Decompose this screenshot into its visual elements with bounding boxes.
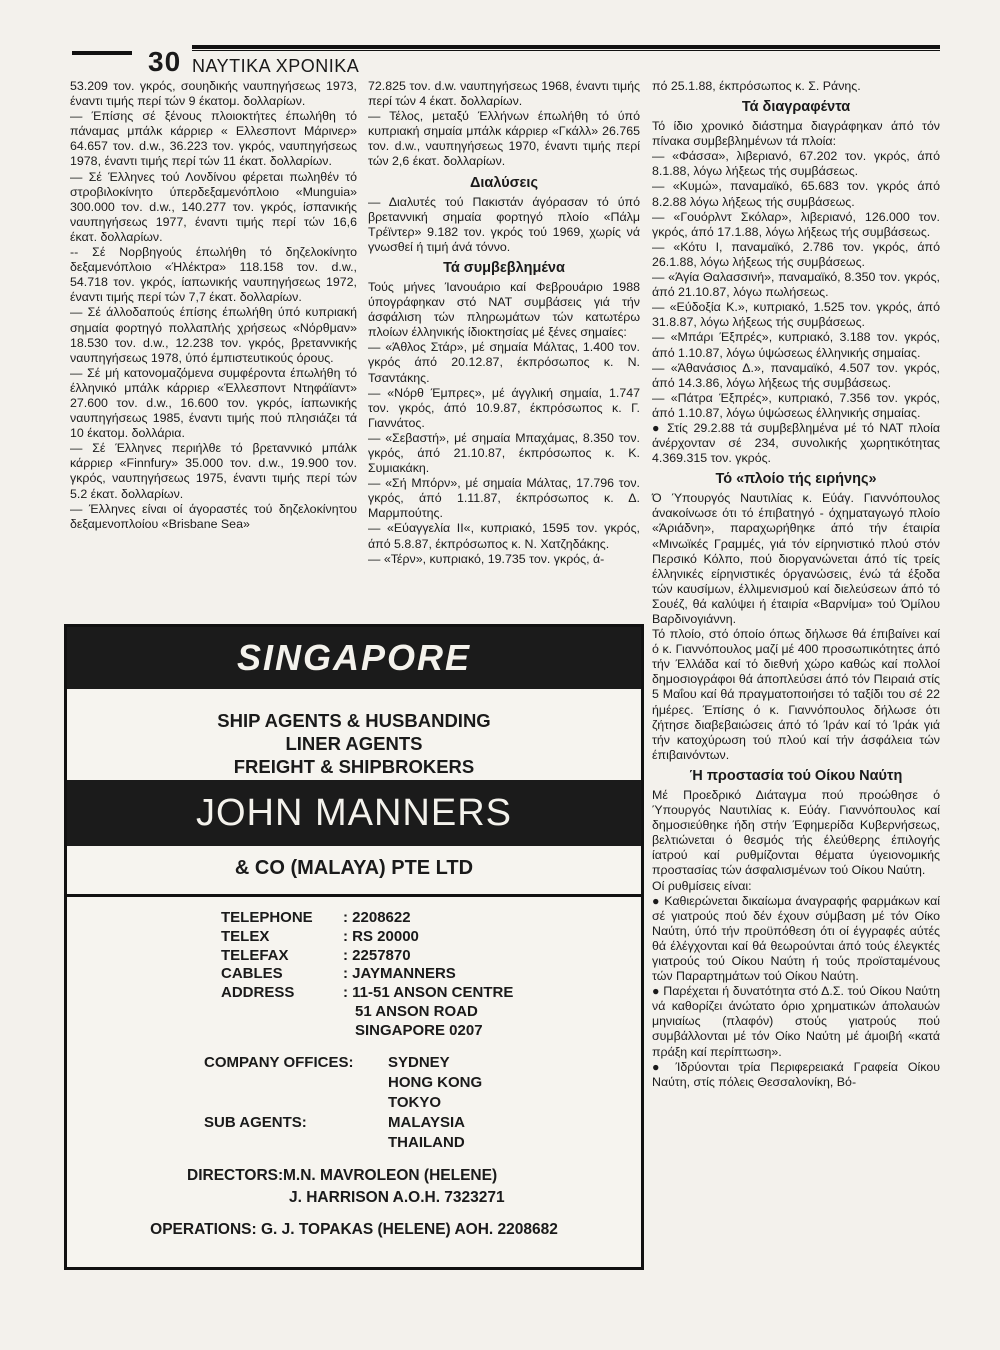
header-rule-left [72,51,132,55]
paragraph: — «Εύδοξία Κ.», κυπριακό, 1.525 τον. γκρός, άπό 31.8.87, λόγω λήξεως τής συμβάσεως. [652,300,940,330]
page-number: 30 [148,46,182,77]
ad-subagent: THAILAND [388,1134,465,1151]
paragraph: Οί ρυθμίσεις είναι: [652,878,752,893]
ad-contact-label: TELEPHONE [221,909,313,926]
paragraph: — Τέλος, μεταξύ Έλλήνων έπωλήθη τό ύπό κυπριακή σημαία μπάλκ κάρριερ «Γκάλλ» 26.765 τον. d.w., ναυπηγήσεως 1970, έναντι τιμής περί τών 2,6 έκατ. δολλαρίων. [368,109,640,169]
paragraph: Τό πλοίο, στό όποίο όπως δήλωσε θά έπιβαίνει καί ό κ. Γιαννόπουλος μαζί μέ 400 προσωπικότητες άπό τήν Έλλάδα καί τό διεθνή χώρο καθώς καί πολλοί δημοσιογράφοι θά άποπλεύσει άπό τόν Πειραιά στίς 5 Μαΐου καί θά πραγματοποιήσει τό ταξίδι του σέ 22 ήμέρες. Έπίσης ό κ. Γιαννόπουλος δήλωσε ότι ζήτησε διαβεβαιώσεις άπό τό Ίράν καί τό Ίράκ γιά τήν κατοχύρωση τού πλού καί τήν άσφάλεια τών έπιβαινόντων. [652,627,940,762]
ad-director: M.N. MAVROLEON (HELENE) [283,1167,498,1184]
paragraph: — Έλληνες είναι οί άγοραστές τού δηζελοκίνητου δεξαμενοπλοίου «Brisbane Sea» [70,501,357,531]
paragraph: Τό ίδιο χρονικό διάστημα διαγράφηκαν άπό τόν πίνακα συμβεβλημένων τά πλοία: [652,119,940,149]
paragraph: — «Πάτρα Έξπρές», κυπριακό, 7.356 τον. γκρός, άπό 1.10.87, λόγω ύψώσεως έλληνικής σημαίας. [652,390,940,420]
paragraph: — «Κότυ Ι, παναμαϊκό, 2.786 τον. γκρός, άπό 26.1.88, λόγω λήξεως τής συμβάσεως. [652,239,940,269]
ad-operations-label: OPERATIONS: [150,1221,257,1238]
ad-contact-value: : JAYMANNERS [343,965,456,983]
paragraph: — «Νόρθ Έμπρες», μέ άγγλική σημαία, 1.747 τον. γκρός, άπό 10.9.87, έκπρόσωπος κ. Γ. Γιαννάτος. [368,385,640,430]
ad-contact-value: : RS 20000 [343,927,419,945]
ad-service-line: SHIP AGENTS & HUSBANDING [217,710,491,731]
column-3 [652,79,940,1090]
ad-subagent: MALAYSIA [388,1114,465,1131]
ad-office: SYDNEY [388,1054,450,1071]
ad-operations-value: G. J. TOPAKAS (HELENE) AOH. 2208682 [260,1221,558,1238]
section-heading: Τά συμβεβλημένα [443,259,565,276]
paragraph: ● Παρέχεται ή δυνατότητα στό Δ.Σ. τού Οίκου Ναύτη νά καθορίζει άνώτατο όριο χρηματικών άπολαυών μηνιαίως (πλαφόν) στούς γιατρούς πού συμβάλλονται μέ τόν Οίκο Ναύτη μέ άμοιβή «κατά πράξη καί περίπτωση». [652,984,940,1059]
paragraph: — «Άθλος Στάρ», μέ σημαία Μάλτας, 1.400 τον. γκρός άπό 20.12.87, έκπρόσωπος κ. Ν. Τσαντάκης. [368,340,640,385]
section-heading: Διαλύσεις [469,174,539,191]
section-heading: Τό «πλοίο τής ειρήνης» [715,471,877,488]
paragraph: — Έπίσης σέ ξένους πλοιοκτήτες έπωλήθη τό πάναμας μπάλκ κάρριερ « Ελλεσποντ Μάρινερ» 64.657 τον. d.w., 36.223 τον. γκρός, ναυπηγήσεως 1978, έναντι τιμής περί τών 11 έκατ. δολλαρίων. [70,109,357,169]
paragraph: — «Κυμώ», παναμαϊκό, 65.683 τον. γκρός άπό 8.2.88 λόγω λήξεως τής συμβάσεως. [652,179,940,209]
ad-contact-values [343,909,513,1041]
ad-company-name: JOHN MANNERS [67,780,641,846]
paragraph: — «Εύαγγελία ΙΙ«, κυπριακό, 1595 τον. γκρός, άπό 5.8.87, έκπρόσωπος κ. Ν. Χατζηδάκης. [368,521,640,551]
ad-contact-label: TELEX [221,927,270,945]
section-heading: Τά διαγραφέντα [741,99,851,116]
ad-service-line: FREIGHT & SHIPBROKERS [233,756,475,777]
section-heading: Ή προστασία τού Οίκου Ναύτη [689,767,903,784]
paragraph: — Διαλυτές τού Πακιστάν άγόρασαν τό ύπό βρεταννική σημαία φορτηγό πλοίο «Πάλμ Τρέϊντερ» 9.182 τον. γκρός τού 1969, χωρίς νά γνωσθεί ή τιμή άνά τόννο. [368,194,640,254]
paragraph: Ό Ύπουργός Ναυτιλίας κ. Εύάγ. Γιαννόπουλος άνακοίνωσε ότι τό έπιβατηγό - όχηματαγωγό πλοίο «Άριάδνη», παραχωρήθηκε άπό τήν έταιρία «Μινωϊκές Γραμμές, γιά τόν είρηνιστικό πλού στόν Περσικό Κόλπο, πού διοργανώνεται άπό τίς τρείς έλληνικές είρηνιστικές όργανώσεις, ένώ τά έξοδα τών καυσίμων, έλλιμενισμού καί διελεύσεων άπό τό Σουέζ, θά καλύψει ή έταιρία «Βαρνίμα» τού Όμίλου Βαρδινογιάννη. [652,491,940,626]
ad-divider [67,894,641,897]
paragraph: — «Άγία Θαλασσινή», παναμαϊκό, 8.350 τον. γκρός, άπό 21.10.87, λόγω πωλήσεως. [652,270,940,300]
ad-services [67,709,641,778]
publication-title: ΝΑΥΤΙΚΑ ΧΡΟΝΙΚΑ [192,56,360,76]
ad-contact-label: CABLES [221,965,283,983]
ad-operations [67,1221,641,1239]
ad-office: TOKYO [388,1094,442,1111]
paragraph: — Σέ άλλοδαπούς έπίσης έπωλήθη ύπό κυπριακή σημαία φορτηγό πολλαπλής χρήσεως «Νόρθμαν» 18.530 τον. d.w., 12.238 τον. γκρός, βρεταννικής ναυπηγήσεως 1978, ύπό έμπιστευτικούς όρους. [70,305,357,365]
paragraph: — Σέ μή κατονομαζόμενα συμφέροντα έπωλήθη τό έλληνικό μπάλκ κάρριερ «Έλλεσποντ Ντηφάϊαντ» 27.600 τον. d.w., 16.600 τον. γκρός, ίαπωνικής ναυπηγήσεως 1985, έναντι τιμής πού πλησιάζει τά 10 έκατομ. δολλάρια. [70,365,357,441]
paragraph: 53.209 τον. γκρός, σουηδικής ναυπηγήσεως 1973, έναντι τιμής περί τών 9 έκατομ. δολλαρίων. [70,79,357,109]
paragraph: — «Σή Μπόρν», μέ σημαία Μάλτας, 17.796 τον. γκρός, άπό 1.11.87, έκπρόσωπος κ. Δ. Μαρμπούτης. [368,476,640,521]
ad-contact-label: TELEFAX [221,946,289,964]
paragraph: ● Στίς 29.2.88 τά συμβεβλημένα μέ τό ΝΑΤ πλοία άνέρχονταν σέ 234, συνολικής χωρητικότητας 4.369.315 τον. γκρός. [652,420,940,466]
ad-company-sub: & CO (MALAYA) PTE LTD [234,857,474,879]
ad-director: J. HARRISON A.O.H. 7323271 [289,1189,505,1206]
ad-subagents-list [388,1113,465,1153]
ad-service-line: LINER AGENTS [285,733,423,754]
paragraph: — «Μπάρι Έξπρές», κυπριακό, 3.188 τον. γκρός, άπό 1.10.87, λόγω ύψώσεως έλληνικής σημαίας. [652,330,940,360]
ad-contact-labels [221,909,313,1003]
paragraph: 72.825 τον. d.w. ναυπηγήσεως 1968, έναντι τιμής περί τών 4 έκατ. δολλαρίων. [368,79,640,109]
ad-directors-list [283,1165,505,1209]
ad-address-line: SINGAPORE 0207 [355,1021,483,1039]
ad-offices-label: COMPANY OFFICES: [204,1054,354,1071]
column-1 [70,79,357,532]
paragraph: -- Σέ Νορβηγούς έπωλήθη τό δηζελοκίνητο δεξαμενόπλοιο «Ήλέκτρα» 118.158 τον. d.w., 54.718 τον. γκρός, ίαπωνικής ναυπηγήσεως 1972, έναντι τιμής περί τών 7,7 έκατ. δολλαρίων. [70,245,357,305]
header-rule-thin [192,50,940,51]
ad-subagents-label: SUB AGENTS: [204,1114,307,1131]
paragraph: — «Γουόρλντ Σκόλαρ», λιβεριανό, 126.000 τον. γκρός, άπό 17.1.88, λόγω λήξεως τής συμβάσεως. [652,209,940,239]
paragraph: — «Άθανάσιος Δ.», παναμαϊκό, 4.507 τον. γκρός, άπό 14.3.86, λόγω λήξεως τής συμβάσεως. [652,360,940,390]
paragraph: Μέ Προεδρικό Διάταγμα πού προώθησε ό Ύπουργός Ναυτιλίας κ. Εύάγ. Γιαννόπουλος καί δημοσιεύθηκε ήδη στήν Έφημερίδα Κυβερνήσεως, βελτιώνεται ό θεσμός τής έλεύθερης έπιλογής ίατρού καί ρυθμίζονται θέματα ύγειονομικής προστασίας τών άσφαλισμένων τού Οίκου Ναύτη. [652,787,940,878]
paragraph: ● Ίδρύονται τρία Περιφερειακά Γραφεία Οίκου Ναύτη, στίς πόλεις Θεσσαλονίκη, Βό- [652,1059,940,1089]
paragraph: — «Σεβαστή», μέ σημαία Μπαχάμας, 8.350 τον. γκρός, άπό 21.10.87, έκπρόσωπος κ. Κ. Συμιακάκη. [368,430,640,476]
paragraph: — Σέ Έλληνες περιήλθε τό βρεταννικό μπάλκ κάρριερ «Finnfury» 35.000 τον. d.w., 19.900 τον. γκρός, ναυπηγήσεως 1975, έναντι τιμής περί τών 5.2 έκατ. δολλαρίων. [70,441,357,501]
paragraph: Τούς μήνες Ίανουάριο καί Φεβρουάριο 1988 ύπογράφηκαν στό ΝΑΤ συμβάσεις γιά τήν άσφάλιση τών πληρωμάτων τών κατωτέρω πλοίων έλληνικής ίδιοκτησίας μέ ξένες σημαίες: [368,279,640,340]
ad-directors-label: DIRECTORS: [187,1167,284,1184]
paragraph: — «Τέρν», κυπριακό, 19.735 τον. γκρός, ά- [368,551,605,566]
ad-office: HONG KONG [388,1074,483,1091]
paragraph: πό 25.1.88, έκπρόσωπος κ. Σ. Ράνης. [652,79,861,93]
paragraph: ● Καθιερώνεται δικαίωμα άναγραφής φαρμάκων καί σέ γιατρούς πού δέν έχουν σύμβαση μέ τόν Οίκο Ναύτη, ύπό τήν προϋπόθεση ότι οί έγγραφές αύτές θά έλέγχονται καί θά θεωρούνται άπό τούς έλεγκτές γιατρούς τού Οίκου Ναύτη ή τούς προϊσταμένους τών Παραρτημάτων τού Οίκου Ναύτη. [652,893,940,984]
ad-offices-list [388,1053,482,1113]
ad-contact-value: : 2208622 [343,909,411,926]
header-rule-thick [192,45,940,49]
ad-contact-value: : 2257870 [343,946,411,964]
ad-address-line: 51 ANSON ROAD [355,1002,478,1020]
paragraph: — Σέ Έλληνες τού Λονδίνου φέρεται πωληθέν τό στροβιλοκίνητο ύπερδεξαμενόπλοιο «Munguia» 300.000 τον. d.w., 140.277 τον. γκρός, ίσπανικής ναυπηγήσεως 1977, έναντι τιμής περί τών 16,6 έκατ. δολλαρίων. [70,169,357,244]
paragraph: — «Φάσσα», λιβεριανό, 67.202 τον. γκρός, άπό 8.1.88, λόγω λήξεως τής συμβάσεως. [652,149,940,179]
ad-contact-value: : 11-51 ANSON CENTRE [343,984,514,1002]
ad-contact-label: ADDRESS [221,984,295,1002]
advertisement [64,624,644,1270]
column-2 [368,79,640,567]
ad-banner: SINGAPORE [67,627,641,689]
